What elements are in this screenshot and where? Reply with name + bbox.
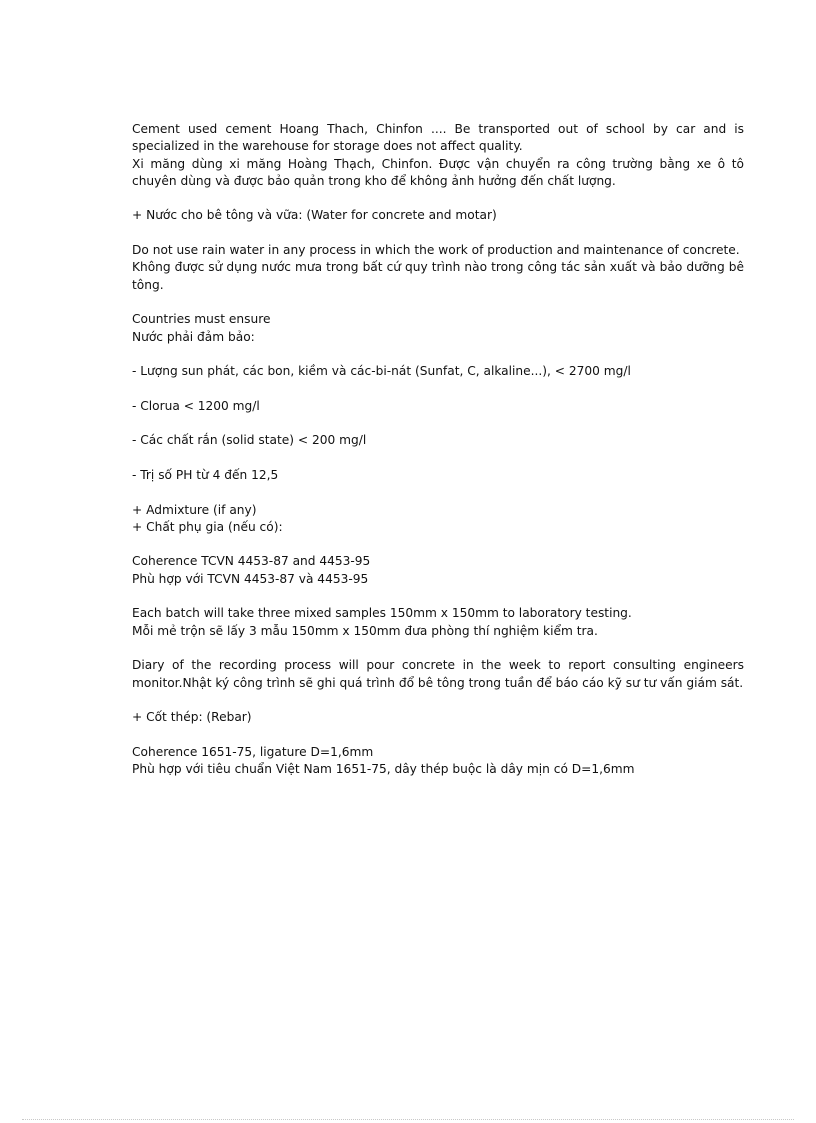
page-bottom-divider bbox=[22, 1119, 794, 1120]
paragraph-line: Xi măng dùng xi măng Hoàng Thạch, Chinfon. Được vận chuyển ra công trường bằng xe ô tô chuyên dùng và được bảo quản trong kho để không ảnh hưởng đến chất lượng. bbox=[132, 156, 744, 188]
document-body bbox=[132, 121, 744, 796]
paragraph-line: - Các chất rắn (solid state) < 200 mg/l bbox=[132, 433, 367, 448]
paragraph-line: + Nước cho bê tông và vữa: (Water for concrete and motar) bbox=[132, 208, 497, 223]
paragraph bbox=[132, 311, 744, 346]
paragraph bbox=[132, 207, 744, 224]
paragraph-line: - Lượng sun phát, các bon, kiềm và các-bi-nát (Sunfat, C, alkaline...), < 2700 mg/l bbox=[132, 364, 631, 379]
paragraph bbox=[132, 709, 744, 726]
paragraph-line: + Chất phụ gia (nếu có): bbox=[132, 519, 283, 534]
paragraph-line: Phù hợp với TCVN 4453-87 và 4453-95 bbox=[132, 571, 369, 586]
paragraph-line: - Clorua < 1200 mg/l bbox=[132, 398, 260, 413]
paragraph-line: Diary of the recording process will pour concrete in the week to report consulting engineers monitor.Nhật ký công trình sẽ ghi quá trình đổ bê tông trong tuần để báo cáo kỹ sư tư vấn giám sát. bbox=[132, 658, 744, 690]
paragraph bbox=[132, 398, 744, 415]
paragraph-line: Phù hợp với tiêu chuẩn Việt Nam 1651-75, dây thép buộc là dây mịn có D=1,6mm bbox=[132, 761, 635, 776]
paragraph bbox=[132, 242, 744, 294]
paragraph-line: - Trị số PH từ 4 đến 12,5 bbox=[132, 467, 279, 482]
paragraph-line: + Admixture (if any) bbox=[132, 502, 257, 517]
paragraph bbox=[132, 121, 744, 190]
paragraph-line: Mỗi mẻ trộn sẽ lấy 3 mẫu 150mm x 150mm đưa phòng thí nghiệm kiểm tra. bbox=[132, 623, 598, 638]
paragraph-line: Không được sử dụng nước mưa trong bất cứ quy trình nào trong công tác sản xuất và bảo dưỡng bê tông. bbox=[132, 260, 744, 292]
paragraph bbox=[132, 502, 744, 537]
paragraph-line: Do not use rain water in any process in which the work of production and maintenance of concrete. bbox=[132, 243, 740, 258]
paragraph-line: Coherence 1651-75, ligature D=1,6mm bbox=[132, 744, 374, 759]
paragraph bbox=[132, 432, 744, 449]
paragraph-line: Coherence TCVN 4453-87 and 4453-95 bbox=[132, 554, 371, 569]
paragraph-line: Countries must ensure bbox=[132, 312, 271, 327]
paragraph-line: + Cốt thép: (Rebar) bbox=[132, 710, 252, 725]
paragraph bbox=[132, 363, 744, 380]
paragraph bbox=[132, 744, 744, 779]
paragraph-line: Nước phải đảm bảo: bbox=[132, 329, 255, 344]
paragraph-line: Each batch will take three mixed samples 150mm x 150mm to laboratory testing. bbox=[132, 606, 632, 621]
paragraph bbox=[132, 553, 744, 588]
paragraph bbox=[132, 605, 744, 640]
paragraph bbox=[132, 657, 744, 692]
paragraph-line: Cement used cement Hoang Thach, Chinfon .... Be transported out of school by car and is specialized in the warehouse for storage does not affect quality. bbox=[132, 122, 744, 154]
paragraph bbox=[132, 467, 744, 484]
